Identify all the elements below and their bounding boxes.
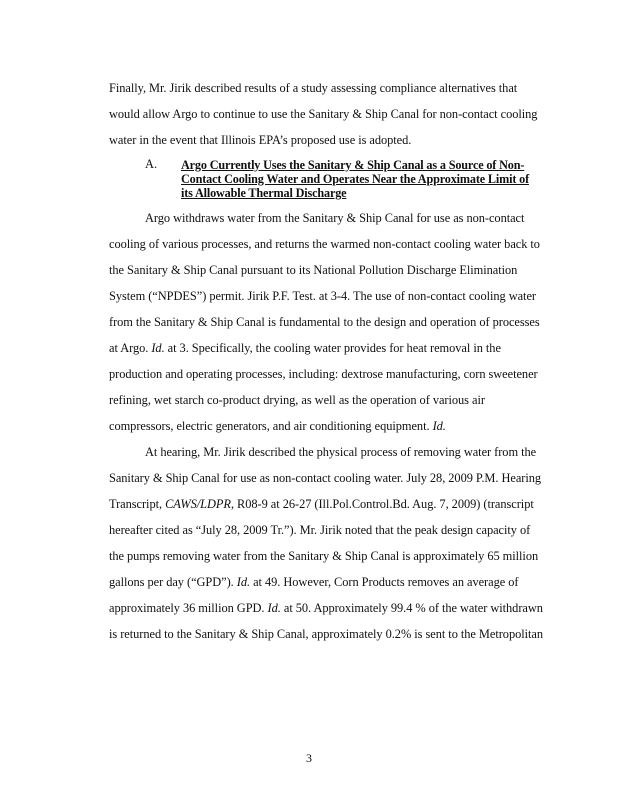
page-number: 3	[306, 751, 312, 765]
body-text-line: Transcript, CAWS/LDPR, R08-9 at 26-27 (Ill.Pol.Control.Bd. Aug. 7, 2009) (transcript	[109, 497, 534, 511]
body-text-line: would allow Argo to continue to use the Sanitary & Ship Canal for non-contact cooling	[109, 107, 538, 121]
section-heading-line: Argo Currently Uses the Sanitary & Ship Canal as a Source of Non-	[181, 158, 525, 172]
section-heading-line: its Allowable Thermal Discharge	[181, 186, 347, 200]
section-marker: A.	[145, 157, 158, 171]
body-text-line: refining, wet starch co-product drying, as well as the operation of various air	[109, 393, 485, 407]
body-text-line: is returned to the Sanitary & Ship Canal, approximately 0.2% is sent to the Metropolitan	[109, 627, 544, 641]
body-text-line: the Sanitary & Ship Canal pursuant to its National Pollution Discharge Elimination	[109, 263, 518, 277]
body-text-line: the pumps removing water from the Sanitary & Ship Canal is approximately 65 million	[109, 549, 539, 563]
body-text-line: System (“NPDES”) permit. Jirik P.F. Test. at 3-4. The use of non-contact cooling water	[109, 289, 536, 303]
body-text-line: approximately 36 million GPD. Id. at 50. Approximately 99.4 % of the water withdrawn	[109, 601, 543, 615]
body-text-line: at Argo. Id. at 3. Specifically, the cooling water provides for heat removal in the	[109, 341, 501, 355]
body-text-line: from the Sanitary & Ship Canal is fundamental to the design and operation of processes	[109, 315, 540, 329]
body-text-line: compressors, electric generators, and air conditioning equipment. Id.	[109, 419, 446, 433]
body-text-line: Argo withdraws water from the Sanitary & Ship Canal for use as non-contact	[145, 211, 525, 225]
body-text-line: cooling of various processes, and returns the warmed non-contact cooling water back to	[109, 237, 540, 251]
body-text-line: hereafter cited as “July 28, 2009 Tr.”). Mr. Jirik noted that the peak design capacity of	[109, 523, 531, 537]
section-heading-line: Contact Cooling Water and Operates Near the Approximate Limit of	[181, 172, 529, 186]
body-text-line: production and operating processes, including: dextrose manufacturing, corn sweetener	[109, 367, 538, 381]
body-text-line: At hearing, Mr. Jirik described the physical process of removing water from the	[145, 445, 537, 459]
body-text-line: gallons per day (“GPD”). Id. at 49. However, Corn Products removes an average of	[109, 575, 519, 589]
body-text-line: Finally, Mr. Jirik described results of a study assessing compliance alternatives that	[109, 81, 518, 95]
body-text-line: Sanitary & Ship Canal for use as non-contact cooling water. July 28, 2009 P.M. Hearing	[109, 471, 542, 485]
body-text-line: water in the event that Illinois EPA’s proposed use is adopted.	[109, 133, 412, 147]
